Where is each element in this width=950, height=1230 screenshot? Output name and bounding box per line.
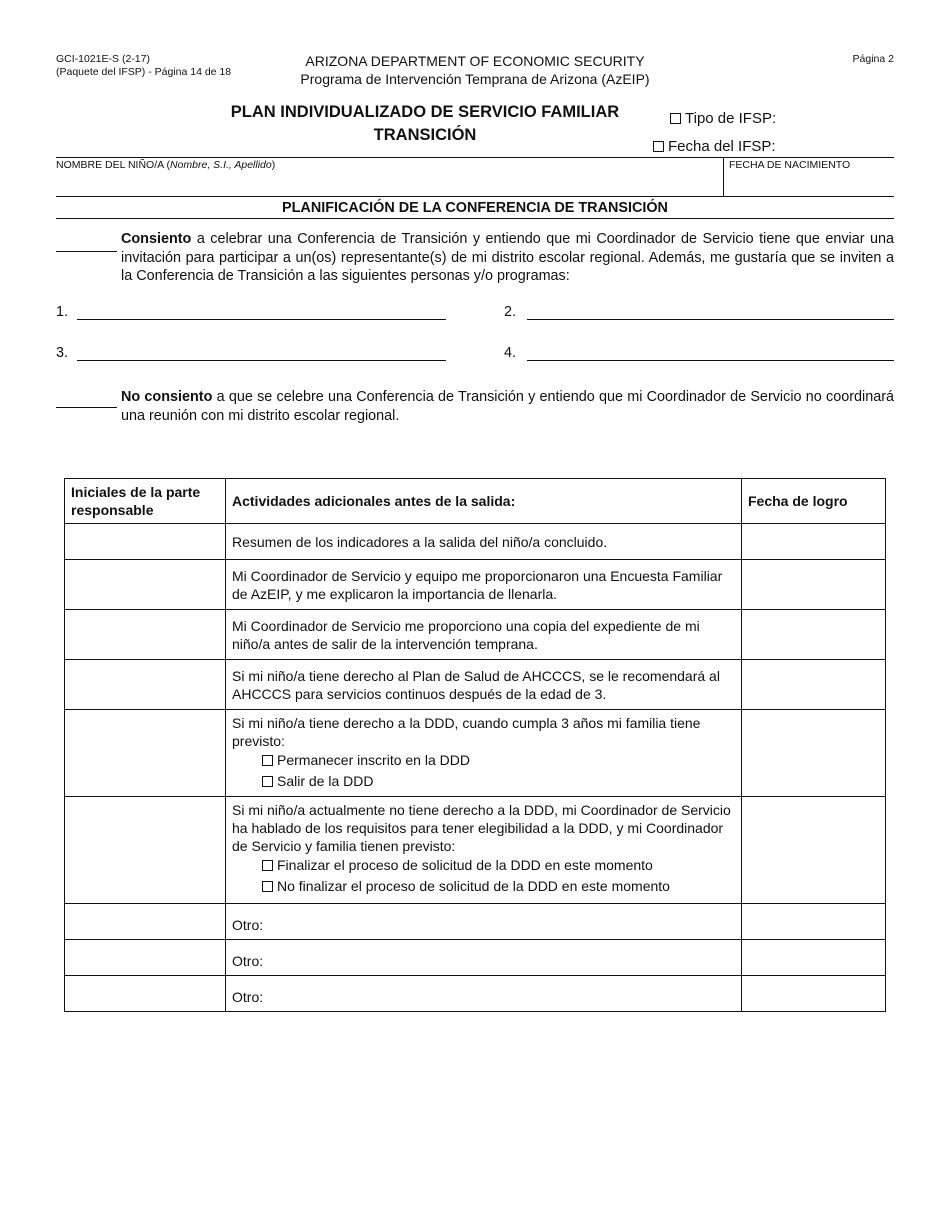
initials-cell[interactable] — [65, 940, 226, 976]
initials-cell[interactable] — [65, 610, 226, 660]
packet-reference: (Paquete del IFSP) - Página 14 de 18 — [56, 66, 232, 78]
initials-cell[interactable] — [65, 524, 226, 560]
date-cell[interactable] — [742, 976, 886, 1012]
consent-text: a celebrar una Conferencia de Transición y entiendo que mi Coordinador de Servicio tiene que enviar una invitación para participar a un(os) representante(s) de mi distrito escolar regional. Además, me gustaría que se inviten a la Conferencia de Transición a las siguientes personas y/o programas: — [121, 231, 894, 284]
consent-paragraph — [121, 230, 894, 286]
table-header-row — [65, 479, 886, 524]
child-name-hint: Nombre, S.I., Apellido — [169, 159, 272, 171]
activity-cell: Mi Coordinador de Servicio me proporciono una copia del expediente de mi niño/a antes de salir de la intervención temprana. — [226, 610, 742, 660]
date-cell[interactable] — [742, 940, 886, 976]
form-subtitle: TRANSICIÓN — [373, 126, 477, 144]
ddd-leave-label: Salir de la DDD — [277, 773, 374, 789]
other-cell[interactable]: Otro: — [226, 904, 742, 940]
activity-cell: Resumen de los indicadores a la salida del niño/a concluido. — [226, 524, 742, 560]
no-consent-bold: No consiento — [121, 389, 213, 405]
dob-label[interactable]: FECHA DE NACIMIENTO — [729, 159, 851, 171]
name-row-top-rule — [56, 157, 894, 158]
table-row-no-ddd — [65, 797, 886, 904]
table-row — [65, 524, 886, 560]
table-row — [65, 660, 886, 710]
child-name-label: NOMBRE DEL NIÑO/A ( — [56, 159, 170, 171]
form-code: GCI-1021E-S (2-17) — [56, 53, 150, 65]
date-cell[interactable] — [742, 610, 886, 660]
date-cell[interactable] — [742, 524, 886, 560]
table-row-other — [65, 904, 886, 940]
invitee-line-4[interactable] — [527, 360, 894, 361]
invitee-line-3[interactable] — [77, 360, 446, 361]
activity-cell: Mi Coordinador de Servicio y equipo me proporcionaron una Encuesta Familiar de AzEIP, y me explicaron la importancia de llenarla. — [226, 560, 742, 610]
form-title: PLAN INDIVIDUALIZADO DE SERVICIO FAMILIAR — [230, 103, 620, 121]
other-cell[interactable]: Otro: — [226, 976, 742, 1012]
initials-cell[interactable] — [65, 560, 226, 610]
no-ddd-question: Si mi niño/a actualmente no tiene derecho a la DDD, mi Coordinador de Servicio ha hablado de los requisitos para tener elegibilidad a la DDD, y mi Coordinador de Servicio y familia tienen previsto: — [232, 802, 731, 854]
agency-name: ARIZONA DEPARTMENT OF ECONOMIC SECURITY — [305, 53, 645, 69]
table-row — [65, 610, 886, 660]
ddd-stay-label: Permanecer inscrito en la DDD — [277, 752, 470, 768]
col-header-activities: Actividades adicionales antes de la salida: — [226, 479, 742, 524]
table-row-ddd — [65, 710, 886, 797]
activity-cell-ddd — [226, 710, 742, 797]
date-cell[interactable] — [742, 560, 886, 610]
section-title: PLANIFICACIÓN DE LA CONFERENCIA DE TRANSICIÓN — [282, 200, 668, 216]
no-ddd-finish-checkbox[interactable] — [262, 860, 273, 871]
invitee-number-4: 4. — [504, 345, 517, 361]
ifsp-type-field[interactable] — [670, 110, 776, 127]
consent-initials-line[interactable] — [56, 251, 117, 252]
date-cell[interactable] — [742, 904, 886, 940]
table-row — [65, 560, 886, 610]
program-name: Programa de Intervención Temprana de Arizona (AzEIP) — [300, 71, 650, 87]
consent-bold: Consiento — [121, 231, 192, 247]
table-row-other — [65, 940, 886, 976]
date-cell[interactable] — [742, 660, 886, 710]
col-header-date: Fecha de logro — [742, 479, 886, 524]
table-row-other — [65, 976, 886, 1012]
no-ddd-finish-label: Finalizar el proceso de solicitud de la DDD en este momento — [277, 857, 653, 873]
initials-cell[interactable] — [65, 660, 226, 710]
section-title-rule — [56, 218, 894, 219]
ifsp-date-field[interactable] — [653, 138, 776, 155]
invitee-number-2: 2. — [504, 304, 517, 320]
ddd-option-leave[interactable] — [232, 771, 735, 792]
col-header-initials: Iniciales de la parte responsable — [65, 479, 226, 524]
no-ddd-not-finish-checkbox[interactable] — [262, 881, 273, 892]
no-consent-initials-line[interactable] — [56, 407, 117, 408]
no-ddd-not-finish-label: No finalizar el proceso de solicitud de la DDD en este momento — [277, 878, 670, 894]
ddd-stay-checkbox[interactable] — [262, 755, 273, 766]
invitee-number-3: 3. — [56, 345, 69, 361]
child-name-label-close: ) — [271, 159, 276, 171]
invitee-line-1[interactable] — [77, 319, 446, 320]
activity-cell-no-ddd — [226, 797, 742, 904]
initials-cell[interactable] — [65, 976, 226, 1012]
name-dob-divider — [723, 157, 724, 196]
page-number: Página 2 — [852, 53, 894, 65]
initials-cell[interactable] — [65, 710, 226, 797]
ddd-option-stay[interactable] — [232, 750, 735, 771]
no-ddd-option-finish[interactable] — [232, 855, 735, 876]
activity-cell: Si mi niño/a tiene derecho al Plan de Salud de AHCCCS, se le recomendará al AHCCCS para servicios continuos después de la edad de 3. — [226, 660, 742, 710]
date-cell[interactable] — [742, 710, 886, 797]
invitee-line-2[interactable] — [527, 319, 894, 320]
ifsp-date-label: Fecha del IFSP: — [668, 138, 776, 155]
ifsp-date-checkbox[interactable] — [653, 141, 664, 152]
ifsp-type-label: Tipo de IFSP: — [685, 110, 777, 127]
no-consent-paragraph — [121, 388, 894, 425]
activities-table — [64, 478, 886, 1012]
initials-cell[interactable] — [65, 797, 226, 904]
ddd-question: Si mi niño/a tiene derecho a la DDD, cuando cumpla 3 años mi familia tiene previsto: — [232, 715, 701, 749]
date-cell[interactable] — [742, 797, 886, 904]
initials-cell[interactable] — [65, 904, 226, 940]
no-consent-text: a que se celebre una Conferencia de Transición y entiendo que mi Coordinador de Servicio no coordinará una reunión con mi distrito escolar regional. — [121, 389, 894, 424]
ddd-leave-checkbox[interactable] — [262, 776, 273, 787]
invitee-number-1: 1. — [56, 304, 69, 320]
child-name-field[interactable] — [56, 159, 275, 171]
other-cell[interactable]: Otro: — [226, 940, 742, 976]
ifsp-type-checkbox[interactable] — [670, 113, 681, 124]
name-row-bottom-rule — [56, 196, 894, 197]
no-ddd-option-not-finish[interactable] — [232, 876, 735, 897]
